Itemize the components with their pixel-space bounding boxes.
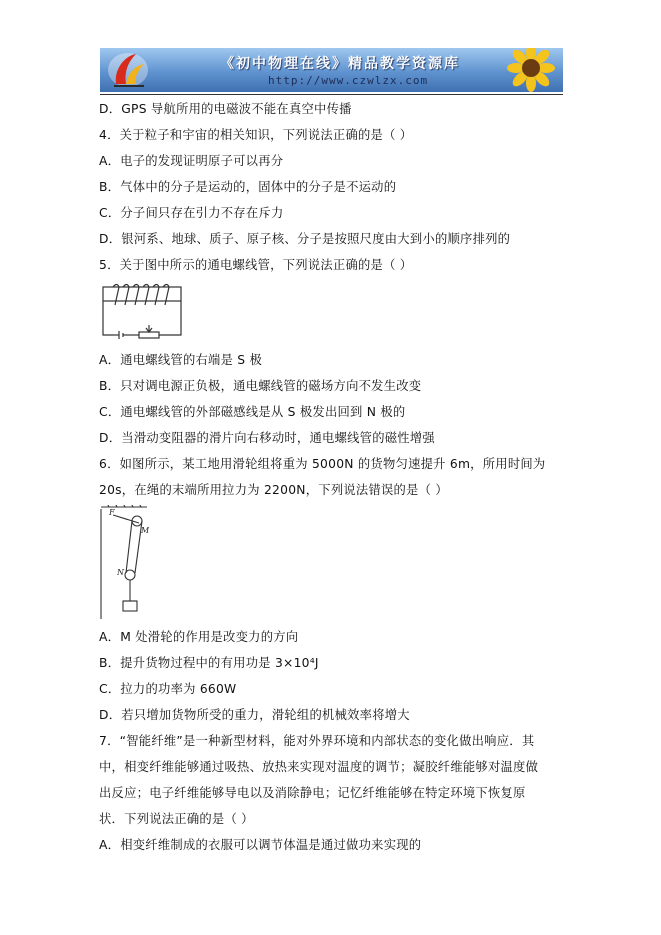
q6-stem-line2: 20s，在绳的末端所用拉力为 2200N，下列说法错误的是（ ） [99,483,448,497]
q7-stem-line4: 状．下列说法正确的是（ ） [99,812,254,826]
pulley-m-label: M [141,526,149,535]
q6-stem-line1: 6．如图所示，某工地用滑轮组将重为 5000N 的货物匀速提升 6m，所用时间为 [99,457,546,471]
banner-url[interactable]: http://www.czwlzx.com [268,74,429,87]
q6-option-a: A．M 处滑轮的作用是改变力的方向 [99,630,299,644]
pulley-n-label: N [117,568,124,577]
q5-option-b: B．只对调电源正负极，通电螺线管的磁场方向不发生改变 [99,379,422,393]
header-rule [100,94,563,95]
q7-stem-line2: 中，相变纤维能够通过吸热、放热来实现对温度的调节；凝胶纤维能够对温度做 [99,760,539,774]
sunflower-icon [491,48,561,92]
q5-option-c: C．通电螺线管的外部磁感线是从 S 极发出回到 N 极的 [99,405,406,419]
q6-option-d: D．若只增加货物所受的重力，滑轮组的机械效率将增大 [99,708,410,722]
pulley-system-figure [99,505,149,621]
q3-option-d: D．GPS 导航所用的电磁波不能在真空中传播 [99,102,352,116]
q4-option-c: C．分子间只存在引力不存在斥力 [99,206,284,220]
q6-option-c: C．拉力的功率为 660W [99,682,237,696]
q7-option-a: A．相变纤维制成的衣服可以调节体温是通过做功来实现的 [99,838,422,852]
force-label: F [109,508,115,517]
q4-option-b: B．气体中的分子是运动的，固体中的分子是不运动的 [99,180,397,194]
logo-icon [106,50,150,90]
q7-stem-line1: 7．“智能纤维”是一种新型材料，能对外界环境和内部状态的变化做出响应．其 [99,734,535,748]
q5-option-a: A．通电螺线管的右端是 S 极 [99,353,263,367]
q4-stem: 4．关于粒子和宇宙的相关知识，下列说法正确的是（ ） [99,128,413,142]
banner-title: 《初中物理在线》精品教学资源库 [220,56,460,72]
q6-option-b: B．提升货物过程中的有用功是 3×10⁴J [99,656,319,670]
q4-option-d: D．银河系、地球、质子、原子核、分子是按照尺度由大到小的顺序排列的 [99,232,511,246]
q5-stem: 5．关于图中所示的通电螺线管，下列说法正确的是（ ） [99,258,413,272]
q7-stem-line3: 出反应；电子纤维能够导电以及消除静电；记忆纤维能够在特定环境下恢复原 [99,786,526,800]
header-banner [100,48,563,92]
q4-option-a: A．电子的发现证明原子可以再分 [99,154,284,168]
solenoid-circuit-figure [99,283,185,341]
q5-option-d: D．当滑动变阻器的滑片向右移动时，通电螺线管的磁性增强 [99,431,435,445]
